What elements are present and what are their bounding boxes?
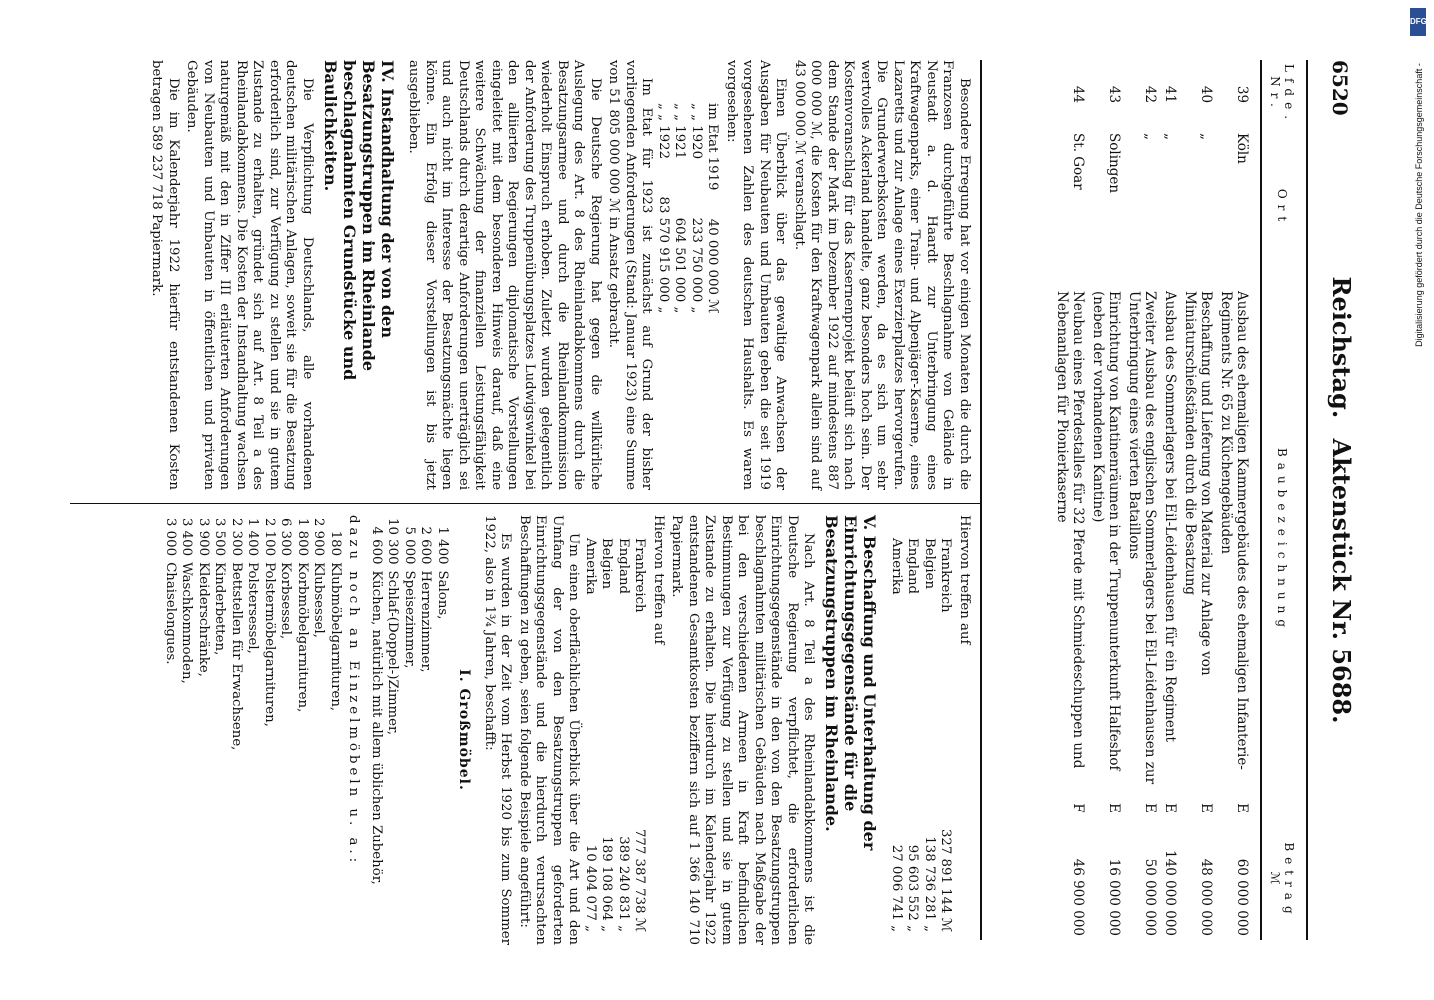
table-row [1216, 60, 1261, 940]
col-header-ort: Ort [1261, 129, 1302, 287]
cell-nr: 42 [1142, 85, 1158, 104]
list-item: „ „ 1921 604 501 000 „ [672, 103, 688, 314]
list-item: Amerika 10 404 077 „ [583, 538, 598, 932]
title-reichstag: Reichstag. [1327, 276, 1356, 419]
header-rule [1306, 60, 1308, 940]
list-item: Amerika 27 006 741 „ [889, 538, 904, 932]
list-item: 1 400 Polstersessel, [245, 518, 261, 654]
list-item: 2 300 Bettstellen für Erwachsene, [229, 518, 244, 751]
list-item: 1 800 Korbmöbelgarnituren, [295, 518, 310, 713]
col-header-kz [1261, 794, 1302, 822]
digitization-sidebar [1408, 0, 1430, 1000]
table-header-row [1261, 60, 1302, 940]
left-text-column [146, 60, 972, 490]
list-item: 1 400 Salons, [435, 526, 450, 620]
cell-amount: 140 000 000 [1162, 850, 1178, 936]
col-header-betrag: Betrag ℳ [1261, 822, 1302, 940]
table-row [1124, 60, 1160, 940]
paragraph: Die Deutsche Regierung hat gegen die willkürliche Auslegung des Art. 8 des Rheinlandabkommens durch die Besatzungsarmee und durch die Rheinlandkommission wiederholt Einspruch erhoben. Zuletzt wurden gelegentlich der Anforderung des Truppenübungsplatzes Ludwigswinkel bei den alliierten Regierungen diplomatische Vorstellungen eingeleitet mit dem besonderen Hinweis darauf, daß eine weitere Schwächung der finanziellen Leistungsfähigkeit Deutschlands durch derartige Anforderungen unerträglich sei und auch nicht im Interesse der Besatzungsmächte liegen könne. Ein Erfolg dieser Vorstellungen ist bis jetzt ausgeblieben. [406, 60, 603, 490]
list-item: „ „ 1922 83 570 915 000 „ [656, 103, 671, 314]
cell-amount: 60 000 000 [1234, 858, 1250, 936]
cell-ort: „ [1162, 133, 1178, 141]
cell-kz: E [1106, 803, 1122, 813]
paragraph: Nach Art. 8 Teil a des Rheinlandabkommens ist die Deutsche Regierung verpflichtet, die erforderlichen Einrichtungsgegenstände in den von den Besatzungstruppen beschlagnahmten militärischen Gebäuden nach Maßgabe der bei den verschiedenen Armeen in Kraft befindlichen Bestimmungen zur Verfügung zu stellen und sie in gutem Zustande zu erhalten. Die hierdurch im Kalenderjahr 1922 entstandenen Gesamtkosten beziffern sich auf 1 366 140 710 Papiermark. [669, 515, 817, 945]
table-bottom-rule [980, 60, 982, 940]
paragraph: Besondere Erregung hat vor einigen Monaten die durch die Franzosen durchgeführte Beschlagnahme von Gelände in Neustadt a. d. Haardt zur Unterbringung eines Kraftwagenparks, einer Train- und Alpenjäger-Kaserne, eines Lazaretts und zur Anlage eines Exerzierplatzes hervorgerufen. Die Grunderwerbskosten werden, da es sich um sehr wertvolles Ackerland handelte, ganz besonders hoch sein. Der Kostenvoranschlag für das Kasernenprojekt beläuft sich nach dem Stande der Mark im Dezember 1922 auf mindestens 887 000 000 ℳ, die Kosten für den Kraftwagenpark allein sind auf 43 000 000 ℳ veranschlagt. [792, 60, 972, 490]
cell-kz: F [1070, 803, 1086, 813]
cell-nr: 39 [1234, 85, 1250, 104]
table-row [1088, 60, 1124, 940]
cell-amount: 48 000 000 [1198, 858, 1214, 936]
page-title [1327, 60, 1356, 940]
country-cost-list-1 [888, 535, 954, 935]
subheading-grossmoebel: I. Großmöbel. [456, 669, 473, 791]
cell-amount: 16 000 000 [1106, 858, 1122, 936]
right-text-column [162, 515, 973, 945]
cell-bez: Zweiter Ausbau des englischen Sommerlagers bei Eil-Leidenhausen zur Unterbringung eines vierten Bataillons [1126, 291, 1158, 785]
paragraph: Um einen oberflächlichen Überblick über die Art und den Umfang der von den Besatzungstruppen geforderten Einrichtungsgegenstände und die hierdurch verursachten Beschaffungen zu geben, seien folgende Beispiele angeführt: [517, 515, 582, 945]
table-row [1052, 60, 1088, 940]
list-item: Frankreich 777 387 738 ℳ [632, 538, 648, 932]
list-item: 3 500 Kinderbetten, [212, 518, 228, 656]
column-divider [70, 503, 980, 504]
einzelmoebel-list [162, 515, 344, 753]
list-item: „ „ 1920 233 750 000 „ [689, 103, 704, 314]
cell-amount: 46 900 000 [1070, 858, 1086, 936]
list-item: Belgien 138 736 281 „ [922, 538, 937, 932]
list-item: 3 000 Chaiselongues. [163, 518, 178, 665]
cell-kz: E [1142, 803, 1158, 813]
paragraph: Die Verpflichtung Deutschlands, alle vorhandenen deutschen militärischen Anlagen, soweit sie für die Besatzung erforderlich sind, zur Verfügung zu stellen und sie in gutem Zustande zu erhalten, gründet sich auf Art. 8 Teil a des Rheinlandabkommens. Die Kosten der Instandhaltung wachsen naturgemäß mit den in Ziffer III erläuterten Anforderungen von Neubauten und Umbauten in öffentlichen und privaten Gebäuden. [184, 60, 315, 490]
list-item: 10 300 Schlaf-(Doppel-)Zimmer, [385, 518, 401, 736]
country-cost-list-2 [582, 535, 648, 935]
cell-nr: 40 [1198, 85, 1214, 104]
cell-ort: „ [1142, 133, 1158, 141]
table-row [1180, 60, 1216, 940]
einzelmoebel-intro: dazu noch an Einzelmöbeln u. a.: [346, 515, 362, 867]
paragraph: Im Etat für 1923 ist zunächst auf Grund der bisher vorliegenden Anforderungen (Stand: Januar 1923) eine Summe von 51 805 000 000 ℳ in Ansatz gebracht. [606, 60, 655, 490]
dfg-logo: DFG [1410, 8, 1426, 36]
section-heading-iv: IV. Instandhaltung der von den Besatzungstruppen im Rheinlande beschlagnahmten Grundstücke und Baulichkeiten. [321, 60, 397, 381]
page-header [1310, 60, 1370, 940]
grossmoebel-list [368, 515, 451, 888]
list-item: 180 Klubmöbelgarnituren, [328, 530, 343, 712]
paragraph: Hiervon treffen auf [651, 515, 666, 645]
cell-ort: Köln [1234, 133, 1250, 164]
construction-table [1052, 60, 1302, 940]
cell-ort: St. Goar [1070, 133, 1086, 190]
cell-ort: „ [1198, 133, 1214, 141]
paragraph: Hiervon treffen auf [957, 515, 972, 645]
cell-ort: Solingen [1106, 133, 1122, 194]
page-number: 6520 [1328, 60, 1352, 116]
paragraph: Einen Überblick über das gewaltige Anwachsen der Ausgaben für Neubauten und Umbauten geben die seit 1919 vorgesehenen Zahlen des deutschen Haushalts. Es waren vorgesehen: [724, 60, 789, 490]
list-item: 3 400 Waschkommoden, [179, 518, 195, 684]
col-header-nr: Lfde. Nr. [1261, 60, 1302, 129]
list-item: 2 900 Klubsessel, [311, 518, 327, 639]
cell-bez: Ausbau des ehemaligen Kammergebäudes des ehemaligen Infanterie-Regiments Nr. 65 zu Küchengebäuden [1218, 291, 1250, 770]
cell-bez: Ausbau des Sommerlagers bei Eil-Leidenhausen für ein Regiment [1162, 291, 1178, 742]
cell-kz: E [1234, 803, 1250, 813]
list-item: 3 900 Kleiderschränke, [196, 518, 211, 677]
list-item: 2 100 Polstermöbelgarnituren, [262, 518, 277, 727]
col-header-baubezeichnung: Baubezeichnung [1261, 287, 1302, 794]
cell-bez: Beschaffung und Lieferung von Material zur Anlage von Miniaturschießständen durch die Besatzung [1182, 291, 1214, 676]
table-row [1160, 60, 1180, 940]
list-item: Frankreich 327 891 144 ℳ [938, 538, 954, 932]
list-item: im Etat 1919 40 000 000 ℳ [705, 103, 721, 314]
title-aktenstueck: Aktenstück Nr. 5688. [1327, 438, 1356, 724]
cell-nr: 41 [1162, 85, 1178, 104]
list-item: England 389 240 831 „ [616, 538, 631, 932]
cell-nr: 43 [1106, 85, 1122, 104]
paragraph: Die im Kalenderjahr 1922 hierfür entstandenen Kosten betragen 589 237 718 Papiermark. [149, 60, 181, 490]
cell-amount: 50 000 000 [1142, 858, 1158, 936]
list-item: 6 300 Korbsessel, [278, 518, 294, 640]
cell-kz: E [1198, 803, 1214, 813]
etat-list [655, 100, 721, 316]
cell-bez: Einrichtung von Kantinenräumen in der Truppenunterkunft Halfeshof (neben der vorhandenen Kantine) [1090, 291, 1122, 771]
list-item: England 95 603 552 „ [905, 538, 921, 932]
list-item: 4 600 Küchen, natürlich mit allem üblichen Zubehör, [369, 526, 384, 885]
list-item: 5 000 Speisezimmer, [402, 526, 417, 669]
cell-bez: Neubau eines Pferdestalles für 32 Pferde mit Schmiedeschuppen und Nebenanlagen für Pionierkaserne [1054, 291, 1086, 769]
cell-nr: 44 [1070, 85, 1086, 104]
paragraph: Es wurden in der Zeit vom Herbst 1920 bis zum Sommer 1922, also in 1¾ Jahren, beschafft: [482, 515, 514, 945]
digitization-note: Digitalisierung gefördert durch die Deutsche Forschungsgemeinschaft - [1414, 63, 1424, 347]
list-item: Belgien 189 108 064 „ [599, 538, 615, 932]
cell-kz: E [1162, 803, 1178, 813]
section-heading-v: V. Beschaffung und Unterhaltung der Einrichtungsgegenstände für die Besatzungstruppen im Rheinlande. [822, 515, 880, 851]
list-item: 2 600 Herrenzimmer, [418, 526, 434, 673]
